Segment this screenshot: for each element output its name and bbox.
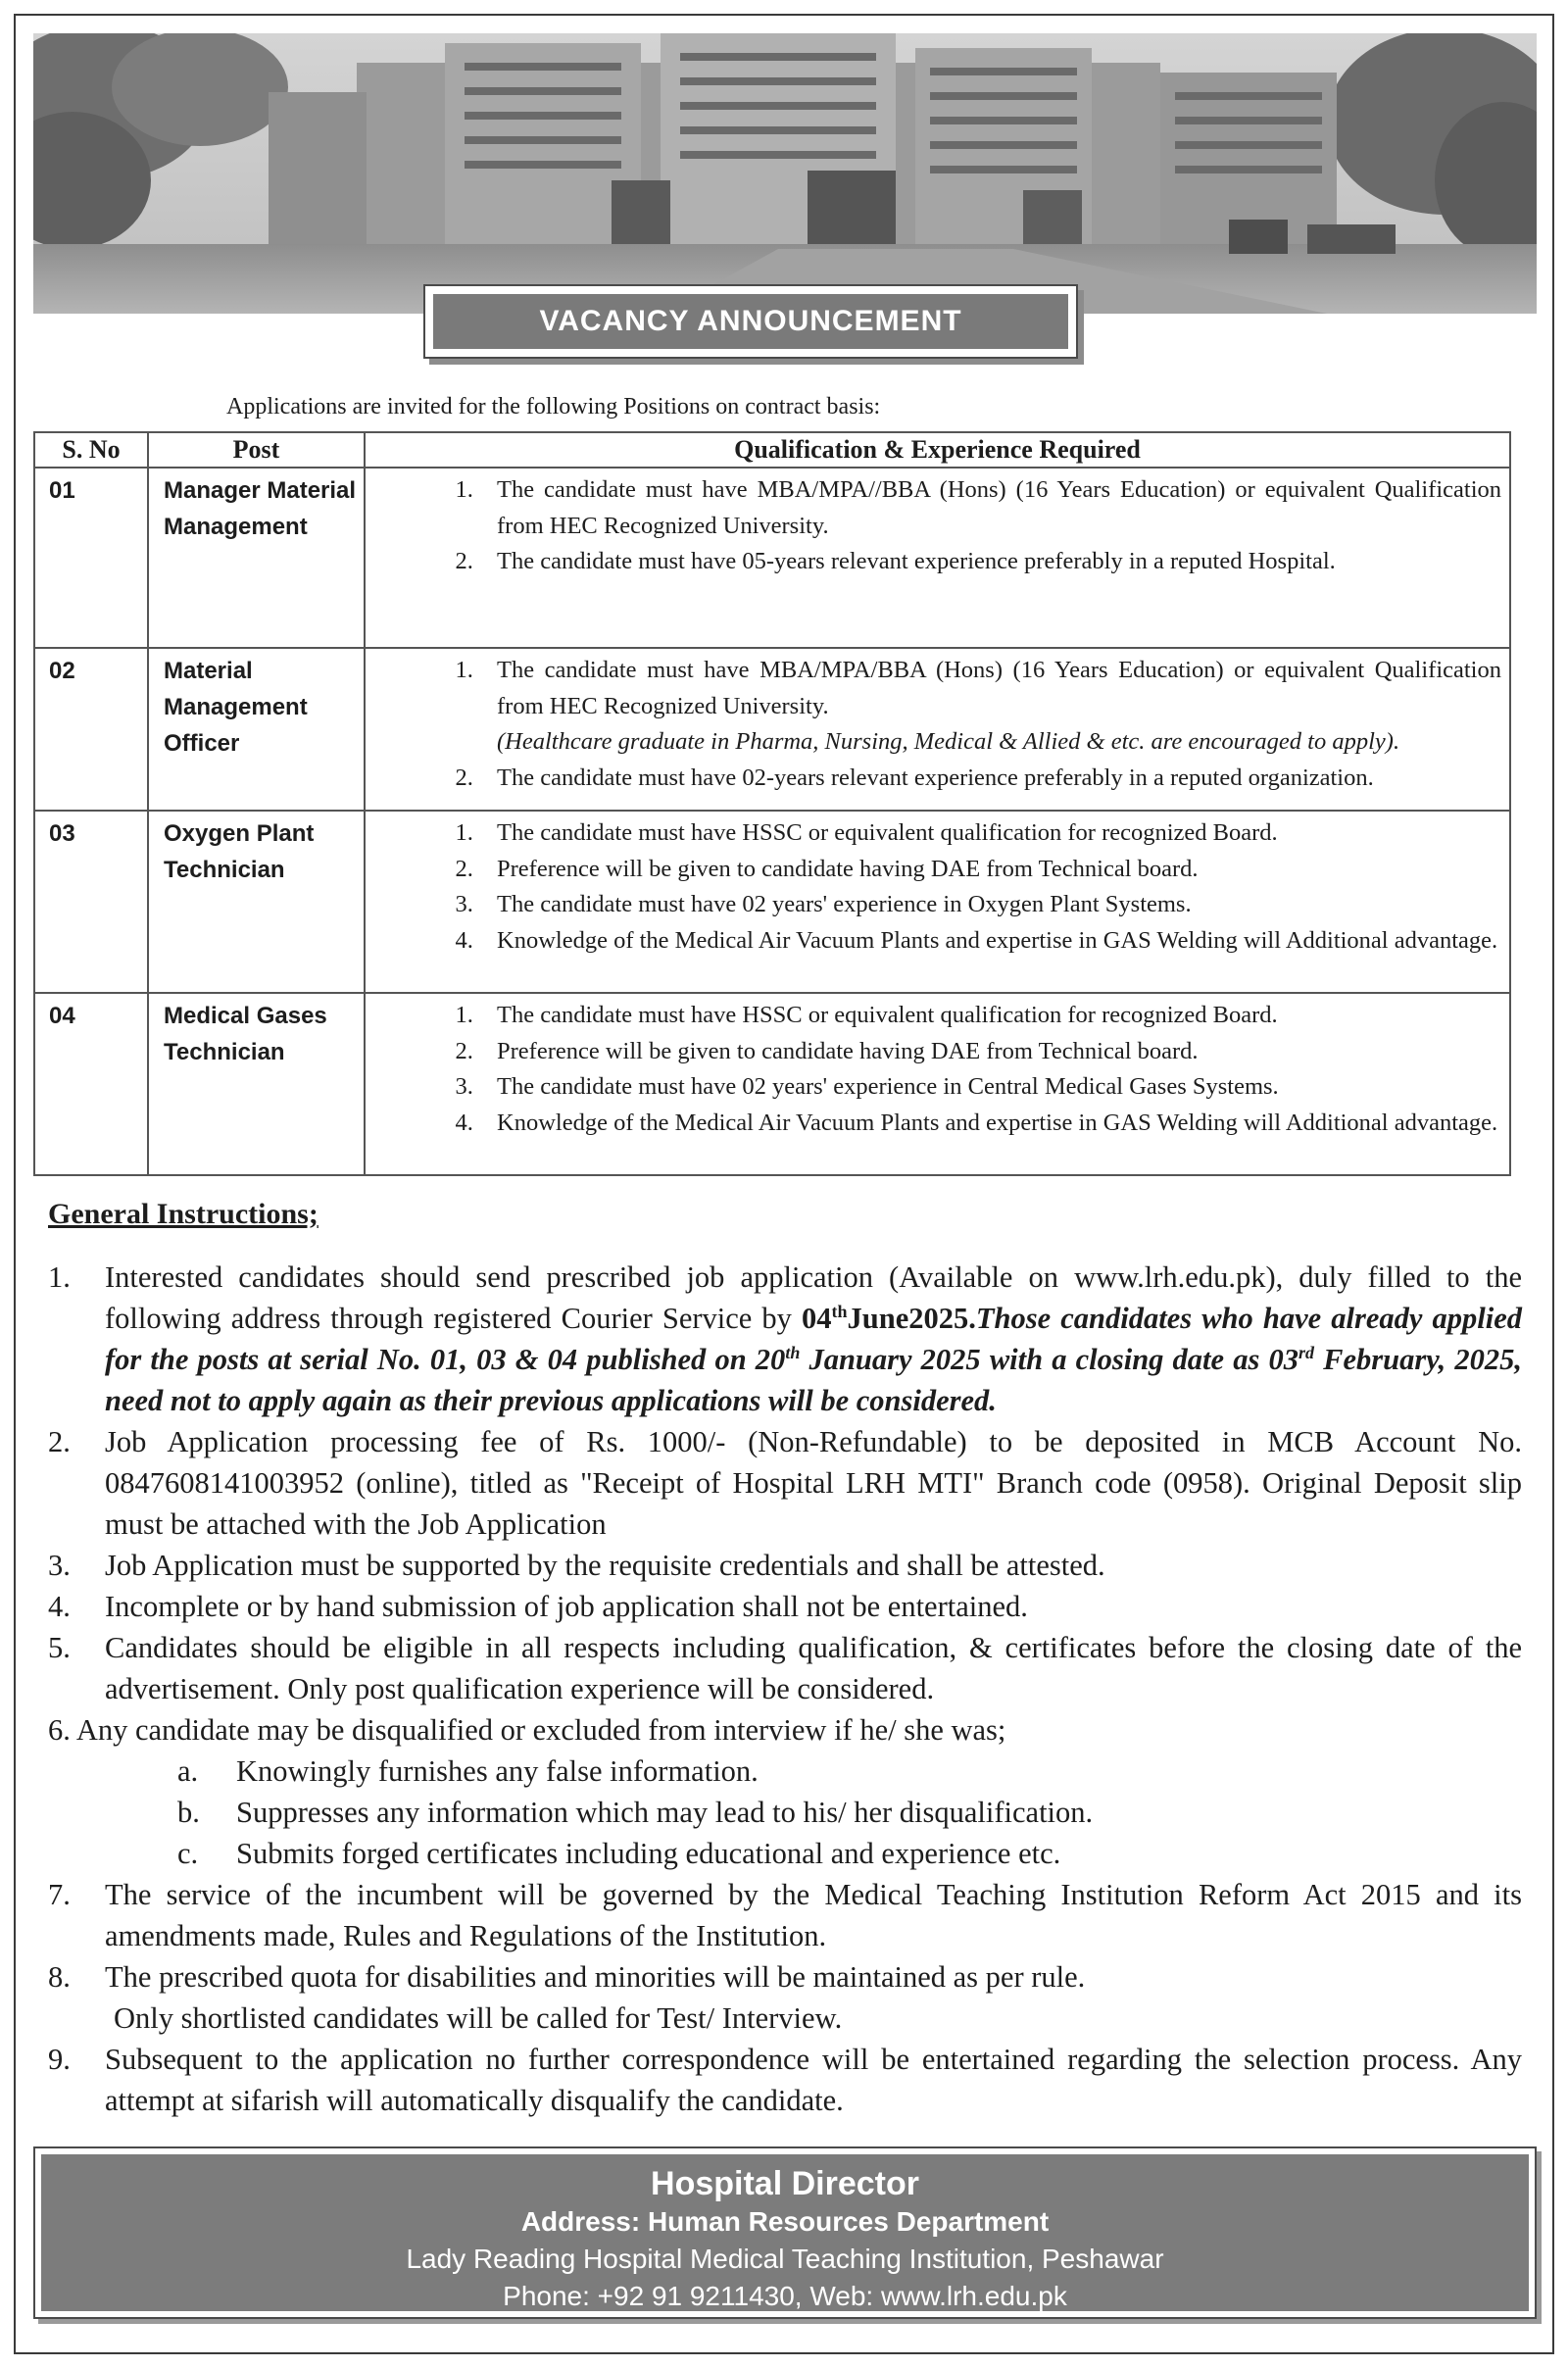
instruction-text: Incomplete or by hand submission of job application shall not be entertained. bbox=[105, 1590, 1028, 1623]
instruction-6-sub bbox=[48, 1751, 1522, 1792]
row-post: Medical Gases Technician bbox=[148, 993, 365, 1175]
sub-text: Submits forged certificates including educational and experience etc. bbox=[236, 1837, 1061, 1870]
table-row bbox=[34, 993, 1510, 1175]
deadline-sup: th bbox=[831, 1301, 848, 1321]
notice-text: Those candidates who have already applied for the posts at serial No. 01, 03 & 04 published on 20 bbox=[105, 1302, 1522, 1376]
instruction-4 bbox=[48, 1586, 1522, 1627]
general-instructions-heading: General Instructions; bbox=[48, 1198, 318, 1230]
instruction-number: 8. bbox=[48, 1960, 71, 1994]
vacancy-banner bbox=[423, 284, 1078, 359]
qualification-item: 2. Preference will be given to candidate having DAE from Technical board. bbox=[479, 852, 1501, 888]
row-post: Oxygen Plant Technician bbox=[148, 811, 365, 993]
instruction-6-sub bbox=[48, 1833, 1522, 1874]
table-header-row bbox=[34, 432, 1510, 468]
sub-text: Knowingly furnishes any false information. bbox=[236, 1754, 759, 1788]
qualification-item: 3. The candidate must have 02 years' experience in Oxygen Plant Systems. bbox=[479, 887, 1501, 923]
qualification-item: 2. The candidate must have 02-years relevant experience preferably in a reputed organization. bbox=[479, 761, 1501, 797]
instruction-7 bbox=[48, 1874, 1522, 1956]
instruction-number: 4. bbox=[48, 1590, 71, 1623]
header-sno: S. No bbox=[34, 432, 148, 468]
qualification-item: 2. The candidate must have 05-years relevant experience preferably in a reputed Hospital. bbox=[479, 544, 1501, 580]
row-sno: 04 bbox=[34, 993, 148, 1175]
instruction-number: 9. bbox=[48, 2043, 71, 2076]
row-qualification bbox=[365, 993, 1510, 1175]
instruction-9 bbox=[48, 2039, 1522, 2121]
instruction-8 bbox=[48, 1956, 1522, 1998]
notice-text: February, 2025, need not to apply again as their previous applications will be considered. bbox=[105, 1343, 1522, 1417]
sub-number: c. bbox=[177, 1837, 199, 1870]
instruction-6: 6. Any candidate may be disqualified or excluded from interview if he/ she was; bbox=[48, 1713, 1006, 1747]
qualification-item: 2. Preference will be given to candidate having DAE from Technical board. bbox=[479, 1034, 1501, 1070]
table-row bbox=[34, 648, 1510, 811]
row-post: Manager Material Management bbox=[148, 468, 365, 648]
instruction-number: 7. bbox=[48, 1878, 71, 1911]
qualification-text: The candidate must have MBA/MPA/BBA (Hons) (16 Years Education) or equivalent Qualification from HEC Recognized University. bbox=[497, 657, 1501, 719]
footer-contact: Phone: +92 91 9211430, Web: www.lrh.edu.pk bbox=[503, 2281, 1067, 2311]
table-row bbox=[34, 811, 1510, 993]
notice-sup: rd bbox=[1298, 1342, 1314, 1362]
instruction-text: The prescribed quota for disabilities and minorities will be maintained as per rule. bbox=[105, 1960, 1086, 1994]
table-row bbox=[34, 468, 1510, 648]
intro-text: Applications are invited for the following Positions on contract basis: bbox=[226, 394, 881, 419]
instruction-text: Subsequent to the application no further correspondence will be entertained regarding the selection process. Any attempt at sifarish will automatically disqualify the candidate. bbox=[105, 2043, 1522, 2117]
instruction-number: 2. bbox=[48, 1425, 71, 1458]
notice-text: January 2025 with a closing date as 03 bbox=[800, 1343, 1298, 1376]
instruction-8-extra: Only shortlisted candidates will be called for Test/ Interview. bbox=[114, 2001, 843, 2035]
qualification-item: 3. The candidate must have 02 years' experience in Central Medical Gases Systems. bbox=[479, 1069, 1501, 1106]
instruction-text: The service of the incumbent will be governed by the Medical Teaching Institution Reform Act 2015 and its amendments made, Rules and Regulations of the Institution. bbox=[105, 1878, 1522, 1952]
contact-footer bbox=[33, 2146, 1537, 2319]
instruction-text: Candidates should be eligible in all respects including qualification, & certificates before the closing date of the advertisement. Only post qualification experience will be considered. bbox=[105, 1631, 1522, 1705]
row-sno: 02 bbox=[34, 648, 148, 811]
qualification-note: (Healthcare graduate in Pharma, Nursing, Medical & Allied & etc. are encouraged to apply). bbox=[497, 728, 1400, 755]
qualification-item: 1. The candidate must have MBA/MPA//BBA (Hons) (16 Years Education) or equivalent Qualification from HEC Recognized University. bbox=[479, 472, 1501, 544]
instruction-text: Job Application must be supported by the requisite credentials and shall be attested. bbox=[105, 1549, 1105, 1582]
sub-number: a. bbox=[177, 1754, 199, 1788]
row-qualification bbox=[365, 468, 1510, 648]
instruction-3 bbox=[48, 1545, 1522, 1586]
instruction-5 bbox=[48, 1627, 1522, 1709]
deadline-day: 04 bbox=[802, 1302, 832, 1335]
instruction-number: 3. bbox=[48, 1549, 71, 1582]
instruction-number: 5. bbox=[48, 1631, 71, 1664]
instruction-6-sub bbox=[48, 1792, 1522, 1833]
sub-number: b. bbox=[177, 1796, 200, 1829]
instruction-number: 1. bbox=[48, 1260, 71, 1294]
header-post: Post bbox=[148, 432, 365, 468]
vacancy-table bbox=[33, 431, 1511, 1176]
row-qualification bbox=[365, 811, 1510, 993]
deadline-rest: June2025. bbox=[847, 1302, 976, 1335]
header-qualification: Qualification & Experience Required bbox=[365, 432, 1510, 468]
instruction-text: Job Application processing fee of Rs. 1000/- (Non-Refundable) to be deposited in MCB Account No. 0847608141003952 (online), titled as "Receipt of Hospital LRH MTI" Branch code (0958). Original Deposit slip must be attached with the Job Application bbox=[105, 1425, 1522, 1541]
instruction-2 bbox=[48, 1421, 1522, 1545]
contact-footer-panel bbox=[41, 2154, 1529, 2311]
banner-title: VACANCY ANNOUNCEMENT bbox=[433, 294, 1068, 349]
qualification-item: 1. The candidate must have HSSC or equivalent qualification for recognized Board. bbox=[479, 815, 1501, 852]
instruction-text: Interested candidates should send prescribed job application (Available on www.lrh.edu.pk), duly filled to the following address through registered Courier Service by bbox=[105, 1260, 1522, 1335]
notice-sup: th bbox=[785, 1342, 801, 1362]
qualification-item: 4. Knowledge of the Medical Air Vacuum Plants and expertise in GAS Welding will Additional advantage. bbox=[479, 1106, 1501, 1142]
footer-address: Address: Human Resources Department bbox=[520, 2206, 1050, 2237]
qualification-item: 1. The candidate must have HSSC or equivalent qualification for recognized Board. bbox=[479, 998, 1501, 1034]
qualification-item: 4. Knowledge of the Medical Air Vacuum Plants and expertise in GAS Welding will Additional advantage. bbox=[479, 923, 1501, 960]
row-sno: 03 bbox=[34, 811, 148, 993]
footer-institution: Lady Reading Hospital Medical Teaching Institution, Peshawar bbox=[406, 2244, 1164, 2274]
footer-title: Hospital Director bbox=[651, 2165, 919, 2202]
row-sno: 01 bbox=[34, 468, 148, 648]
sub-text: Suppresses any information which may lead to his/ her disqualification. bbox=[236, 1796, 1094, 1829]
instruction-1 bbox=[48, 1257, 1522, 1421]
row-qualification bbox=[365, 648, 1510, 811]
general-instructions-list bbox=[48, 1257, 1522, 2121]
hospital-building-photo bbox=[33, 33, 1537, 314]
qualification-item bbox=[479, 653, 1501, 761]
row-post: Material Management Officer bbox=[148, 648, 365, 811]
